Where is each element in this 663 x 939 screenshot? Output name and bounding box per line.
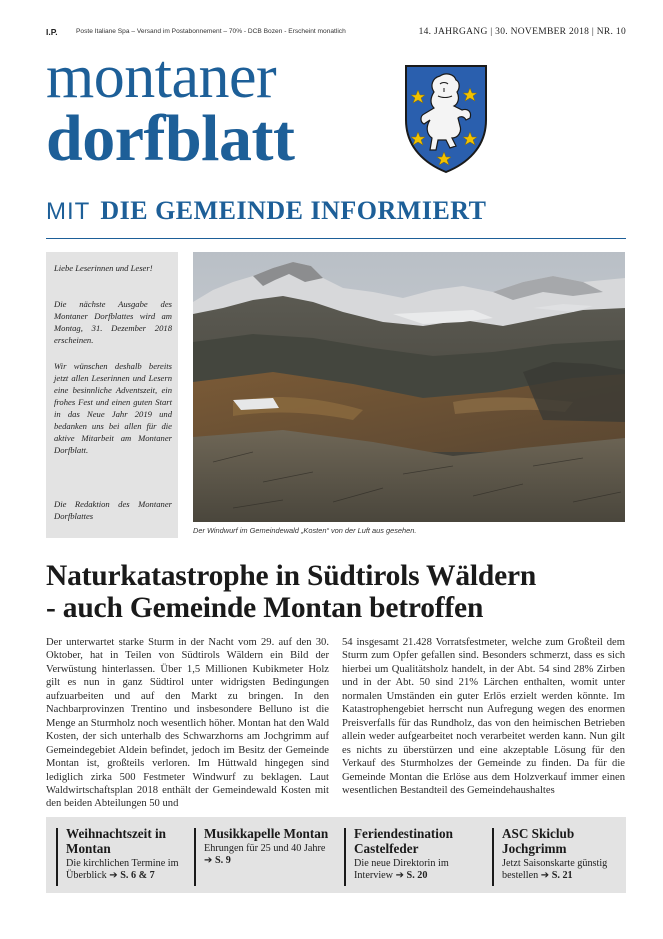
coat-of-arms-icon: [400, 62, 492, 174]
teaser-divider: [492, 828, 494, 886]
teaser-item[interactable]: [56, 826, 191, 882]
article-column-2: 54 insgesamt 21.428 Vorratsfestmeter, welche zum Großteil dem Sturm zum Opfer gefallen sind. Besonders schmerzt, dass es sich hierbei um Qualitätsholz handelt, in der Abt. 54 sind 28% Zirben und in der Abt. 50 sind 21% Lärchen enthalten, womit unter normalen Umständen ein guter Erlös erzielt werden könnte. Im Katastrophengebiet herrscht nun Aufregung wegen des enormen Preisverfalls für das Rundholz, das von den heimischen Betrieben allein weder aufgearbeitet noch verarbeitet werden kann. Nun gilt es nichts zu überstürzen und eine akzeptable Lösung für den Verkauf des Sturmholzes der Gemeinde zu finden. Da für die Gemeinde Montan die Erlöse aus dem Holzverkauf immer einen wesentlichen Bestandteil des Gemeindehaushaltes: [342, 637, 625, 796]
arrow-right-icon: ➔: [109, 870, 118, 881]
teaser-divider: [56, 828, 58, 886]
teaser-page: S. 21: [551, 870, 573, 881]
subtitle-gemeinde: DIE GEMEINDE INFORMIERT: [100, 196, 487, 225]
arrow-right-icon: ➔: [540, 870, 550, 881]
teaser-item[interactable]: [492, 826, 627, 882]
teaser-divider: [344, 828, 346, 886]
editorial-note-box: [46, 252, 178, 538]
headline-line2: - auch Gemeinde Montan betroffen: [46, 592, 484, 624]
ip-label: I.P.: [46, 27, 58, 37]
teaser-item[interactable]: [344, 826, 479, 882]
masthead-title-line2: dorfblatt: [46, 102, 295, 175]
teaser-bar: [46, 817, 626, 893]
article-headline: [46, 560, 636, 624]
teaser-title: ASC Skiclub Jochgrimm: [502, 826, 575, 856]
arrow-right-icon: ➔: [204, 855, 213, 866]
teaser-item[interactable]: [194, 826, 329, 867]
teaser-page: S. 6 & 7: [120, 870, 155, 881]
note-signature: Die Redaktion des Montaner Dorfblattes: [54, 499, 172, 521]
windthrow-photo: [193, 252, 625, 522]
teaser-text: Die neue Direktorin im Interview ➔ S. 20: [354, 858, 449, 881]
note-next-issue: Die nächste Ausgabe des Montaner Dorfblattes wird am Montag, 31. Dezember 2018 erscheinen.: [54, 299, 172, 345]
teaser-title: Musikkapelle Montan: [204, 826, 329, 841]
teaser-text: Ehrungen für 25 und 40 Jahre ➔ S. 9: [204, 843, 326, 866]
teaser-page: S. 9: [214, 855, 231, 866]
teaser-title: Feriendestination Castelfeder: [354, 826, 453, 856]
teaser-title: Weihnachtszeit in Montan: [66, 826, 167, 856]
headline-line1: Naturkatastrophe in Südtirols Wäldern: [46, 560, 537, 592]
masthead-title-line1: montaner: [46, 43, 277, 111]
issue-info: 14. JAHRGANG | 30. NOVEMBER 2018 | NR. 10: [418, 27, 626, 37]
teaser-text: Jetzt Saisonskarte günstig bestellen ➔ S. 21: [502, 858, 608, 881]
arrow-right-icon: ➔: [395, 870, 404, 881]
teaser-text: Die kirchlichen Termine im Überblick ➔ S. 6 & 7: [66, 858, 179, 881]
teaser-page: S. 20: [406, 870, 428, 881]
teaser-divider: [194, 828, 196, 886]
masthead-rule: [46, 238, 626, 239]
article-column-1: Der unterwartet starke Sturm in der Nacht vom 29. auf den 30. Oktober, hat in Teilen von Südtirols Wäldern ein Bild der Verwüstung hinterlassen. Über 1,5 Millionen Kubikmeter Holz gilt es nun in ganz Südtirol unter widrigsten Bedingungen aufzuarbeiten und auf den Markt zu bringen. In den Nachbarprovinzen Trentino und insbesondere Belluno ist die Menge an Sturmholz noch wesentlich höher. Montan hat den Wald Kosten, der sich unterhalb des Schwarzhorns am Jochgrimm auf Gemeindegebiet Aldein befindet, jedoch im Besitz der Gemeinde Montan ist, großteils verloren. Im Hüttwald hingegen sind lediglich zirka 500 Festmeter Windwurf zu beklagen. Laut Waldwirtschaftsplan 2018 enthält der Gemeindewald Kosten mit den beiden Abteilungen 50 und: [46, 637, 329, 810]
masthead-subtitle: [46, 196, 487, 236]
note-greeting: Liebe Leserinnen und Leser!: [54, 263, 153, 273]
note-wishes: Wir wünschen deshalb bereits jetzt allen Leserinnen und Lesern eine besinnliche Adventszeit, ein frohes Fest und einen guten Start in das Neue Jahr 2019 und bedanken uns bei allen für die aktive Mitarbeit am Montaner Dorfblatt.: [54, 361, 172, 455]
subtitle-mit: MIT: [46, 198, 91, 225]
postal-notice: Poste Italiane Spa – Versand im Postabonnement – 70% - DCB Bozen - Erscheint monatlich: [76, 28, 346, 35]
photo-caption: Der Windwurf im Gemeindewald „Kosten“ von der Luft aus gesehen.: [193, 526, 417, 535]
top-info-line: [46, 27, 626, 41]
